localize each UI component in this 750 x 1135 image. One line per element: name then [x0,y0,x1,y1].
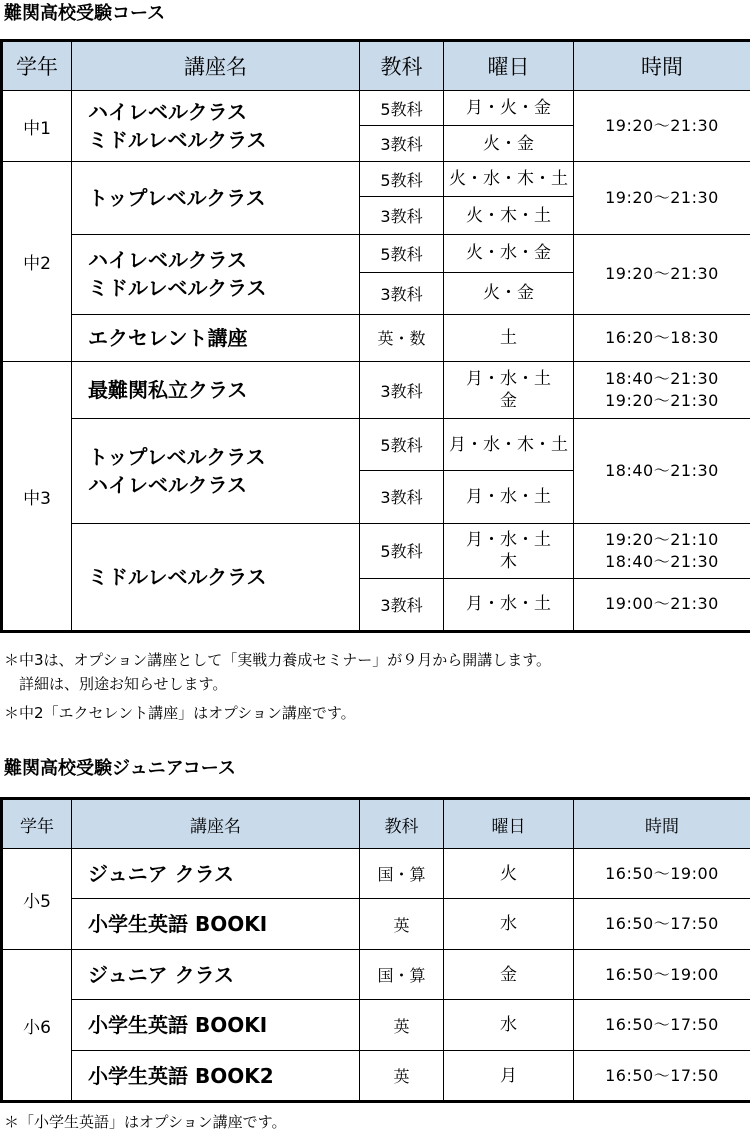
grade-cell: 小5 [2,849,72,950]
course-cell: 小学生英語 BOOKⅠ [72,899,360,950]
time-cell: 16:50〜19:00 [574,950,750,1000]
day-cell: 月 [444,1051,574,1102]
header-time: 時間 [574,41,750,91]
day-cell: 火・金 [444,126,574,162]
subject-cell: 英 [360,1000,444,1051]
course-cell: 最難関私立クラス [72,362,360,419]
table-row [2,523,750,578]
time-cell: 16:20〜18:30 [574,314,750,361]
course-cell: ハイレベルクラス ミドルレベルクラス [72,234,360,314]
table-row [2,162,750,197]
subject-cell: 5教科 [360,91,444,126]
day-cell: 火・金 [444,272,574,314]
course-cell: ジュニア クラス [72,950,360,1000]
subject-cell: 3教科 [360,471,444,523]
day-cell: 火・木・土 [444,197,574,234]
time-cell: 18:40〜21:30 19:20〜21:30 [574,362,750,419]
header-time: 時間 [574,799,750,849]
subject-cell: 3教科 [360,272,444,314]
day-cell: 月・水・木・土 [444,419,574,471]
table-row [2,899,750,950]
table-row [2,950,750,1000]
subject-cell: 3教科 [360,197,444,234]
course-cell: トップレベルクラス ハイレベルクラス [72,419,360,523]
table-row [2,362,750,419]
course-cell: トップレベルクラス [72,162,360,234]
junior-course-table [0,797,750,1103]
day-cell: 水 [444,899,574,950]
time-cell: 16:50〜17:50 [574,1000,750,1051]
grade-cell: 小6 [2,950,72,1102]
subject-cell: 5教科 [360,234,444,272]
subject-cell: 国・算 [360,950,444,1000]
time-cell: 19:00〜21:30 [574,578,750,631]
day-cell: 月・水・土 金 [444,362,574,419]
time-cell: 16:50〜17:50 [574,899,750,950]
time-cell: 16:50〜19:00 [574,849,750,899]
time-cell: 19:20〜21:30 [574,162,750,234]
day-cell: 土 [444,314,574,361]
subject-cell: 3教科 [360,578,444,631]
day-cell: 水 [444,1000,574,1051]
course-cell: 小学生英語 BOOK2 [72,1051,360,1102]
table-row [2,91,750,126]
subject-cell: 国・算 [360,849,444,899]
time-cell: 19:20〜21:30 [574,91,750,162]
course-cell: ミドルレベルクラス [72,523,360,631]
course-cell: ジュニア クラス [72,849,360,899]
header-day: 曜日 [444,41,574,91]
note-line: 詳細は、別途お知らせします。 [4,675,228,693]
grade-cell: 中2 [2,162,72,362]
grade-cell: 中3 [2,362,72,632]
table-row [2,1000,750,1051]
subject-cell: 英 [360,1051,444,1102]
note-line: ＊中2「エクセレント講座」はオプション講座です。 [4,704,356,722]
subject-cell: 英 [360,899,444,950]
table-row [2,1051,750,1102]
course-cell: ハイレベルクラス ミドルレベルクラス [72,91,360,162]
day-cell: 金 [444,950,574,1000]
table-row [2,849,750,899]
section-title-junior-course: 難関高校受験ジュニアコース [4,758,236,779]
note-line: ＊中3は、オプション講座として「実戦力養成セミナー」が９月から開講します。 [4,651,551,669]
table-row [2,419,750,471]
header-course: 講座名 [72,41,360,91]
time-cell: 19:20〜21:10 18:40〜21:30 [574,523,750,578]
day-cell: 火 [444,849,574,899]
day-cell: 月・水・土 木 [444,523,574,578]
header-course: 講座名 [72,799,360,849]
time-cell: 16:50〜17:50 [574,1051,750,1102]
header-subject: 教科 [360,799,444,849]
time-cell: 18:40〜21:30 [574,419,750,523]
day-cell: 月・水・土 [444,578,574,631]
table-header-row [2,799,750,849]
subject-cell: 5教科 [360,419,444,471]
subject-cell: 3教科 [360,126,444,162]
day-cell: 火・水・木・土 [444,162,574,197]
header-grade: 学年 [2,799,72,849]
table-row [2,314,750,361]
section-title-exam-course: 難関高校受験コース [4,3,166,24]
note-line: ＊「小学生英語」はオプション講座です。 [4,1113,287,1131]
header-grade: 学年 [2,41,72,91]
time-cell: 19:20〜21:30 [574,234,750,314]
subject-cell: 3教科 [360,362,444,419]
day-cell: 月・水・土 [444,471,574,523]
grade-cell: 中1 [2,91,72,162]
table-row [2,234,750,272]
table-header-row [2,41,750,91]
day-cell: 月・火・金 [444,91,574,126]
subject-cell: 5教科 [360,162,444,197]
course-cell: エクセレント講座 [72,314,360,361]
day-cell: 火・水・金 [444,234,574,272]
exam-course-table [0,39,750,633]
course-cell: 小学生英語 BOOKⅠ [72,1000,360,1051]
subject-cell: 5教科 [360,523,444,578]
header-day: 曜日 [444,799,574,849]
subject-cell: 英・数 [360,314,444,361]
header-subject: 教科 [360,41,444,91]
